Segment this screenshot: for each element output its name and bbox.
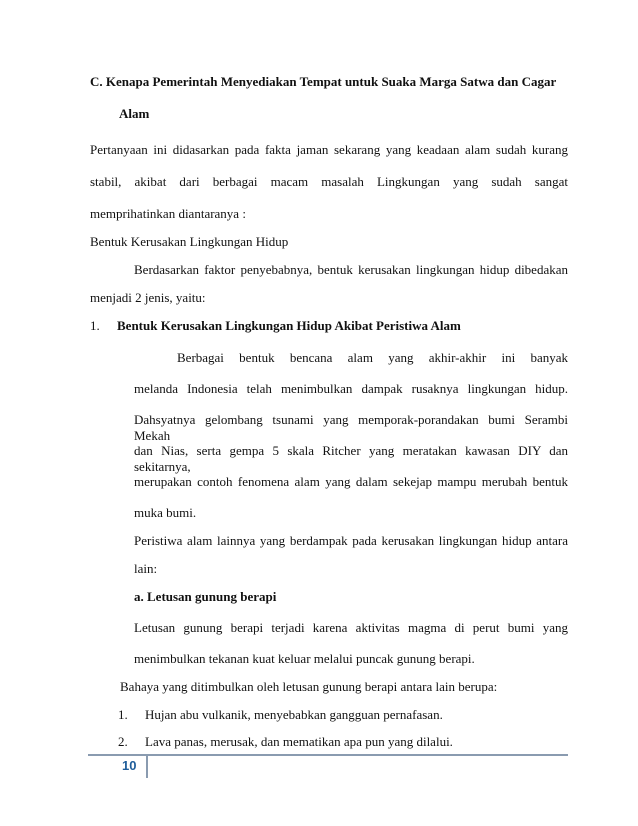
types-line: Berdasarkan faktor penyebabnya, bentuk kerusakan lingkungan hidup dibedakan (134, 262, 568, 277)
paragraph-line: merupakan contoh fenomena alam yang dalam sekejap mampu merubah bentuk (134, 474, 568, 489)
subsection-title: a. Letusan gunung berapi (134, 589, 277, 604)
footer-rule (88, 754, 568, 756)
list-item: Lava panas, merusak, dan mematikan apa pun yang dilalui. (145, 734, 453, 749)
intro-line: Pertanyaan ini didasarkan pada fakta jaman sekarang yang keadaan alam sudah kurang (90, 142, 568, 157)
intro-line: stabil, akibat dari berbagai macam masalah Lingkungan yang sudah sangat (90, 174, 568, 189)
hazards-intro: Bahaya yang ditimbulkan oleh letusan gunung berapi antara lain berupa: (120, 679, 498, 694)
footer-divider (146, 756, 148, 778)
item-number: 1. (90, 318, 100, 333)
paragraph-line: dan Nias, serta gempa 5 skala Ritcher yang meratakan kawasan DIY dan sekitarnya, (134, 443, 568, 474)
paragraph-line: Peristiwa alam lainnya yang berdampak pada kerusakan lingkungan hidup antara (134, 533, 568, 548)
section-heading: C. Kenapa Pemerintah Menyediakan Tempat untuk Suaka Marga Satwa dan Cagar (90, 74, 557, 89)
subheading: Bentuk Kerusakan Lingkungan Hidup (90, 234, 289, 249)
paragraph-line: Letusan gunung berapi terjadi karena aktivitas magma di perut bumi yang (134, 620, 568, 635)
section-heading-continued: Alam (119, 106, 150, 121)
intro-line: memprihatinkan diantaranya : (90, 206, 246, 221)
types-line: menjadi 2 jenis, yaitu: (90, 290, 206, 305)
paragraph-line: Berbagai bentuk bencana alam yang akhir-akhir ini banyak (177, 350, 568, 365)
list-item-number: 2. (118, 734, 128, 749)
list-item-number: 1. (118, 707, 128, 722)
page-number: 10 (122, 758, 137, 773)
list-item: Hujan abu vulkanik, menyebabkan gangguan pernafasan. (145, 707, 443, 722)
paragraph-line: melanda Indonesia telah menimbulkan dampak rusaknya lingkungan hidup. (134, 381, 568, 396)
item-title: Bentuk Kerusakan Lingkungan Hidup Akibat Peristiwa Alam (117, 318, 461, 333)
paragraph-line: menimbulkan tekanan kuat keluar melalui puncak gunung berapi. (134, 651, 475, 666)
paragraph-line: Dahsyatnya gelombang tsunami yang memporak-porandakan bumi Serambi Mekah (134, 412, 568, 443)
paragraph-line: lain: (134, 561, 158, 576)
paragraph-line: muka bumi. (134, 505, 197, 520)
